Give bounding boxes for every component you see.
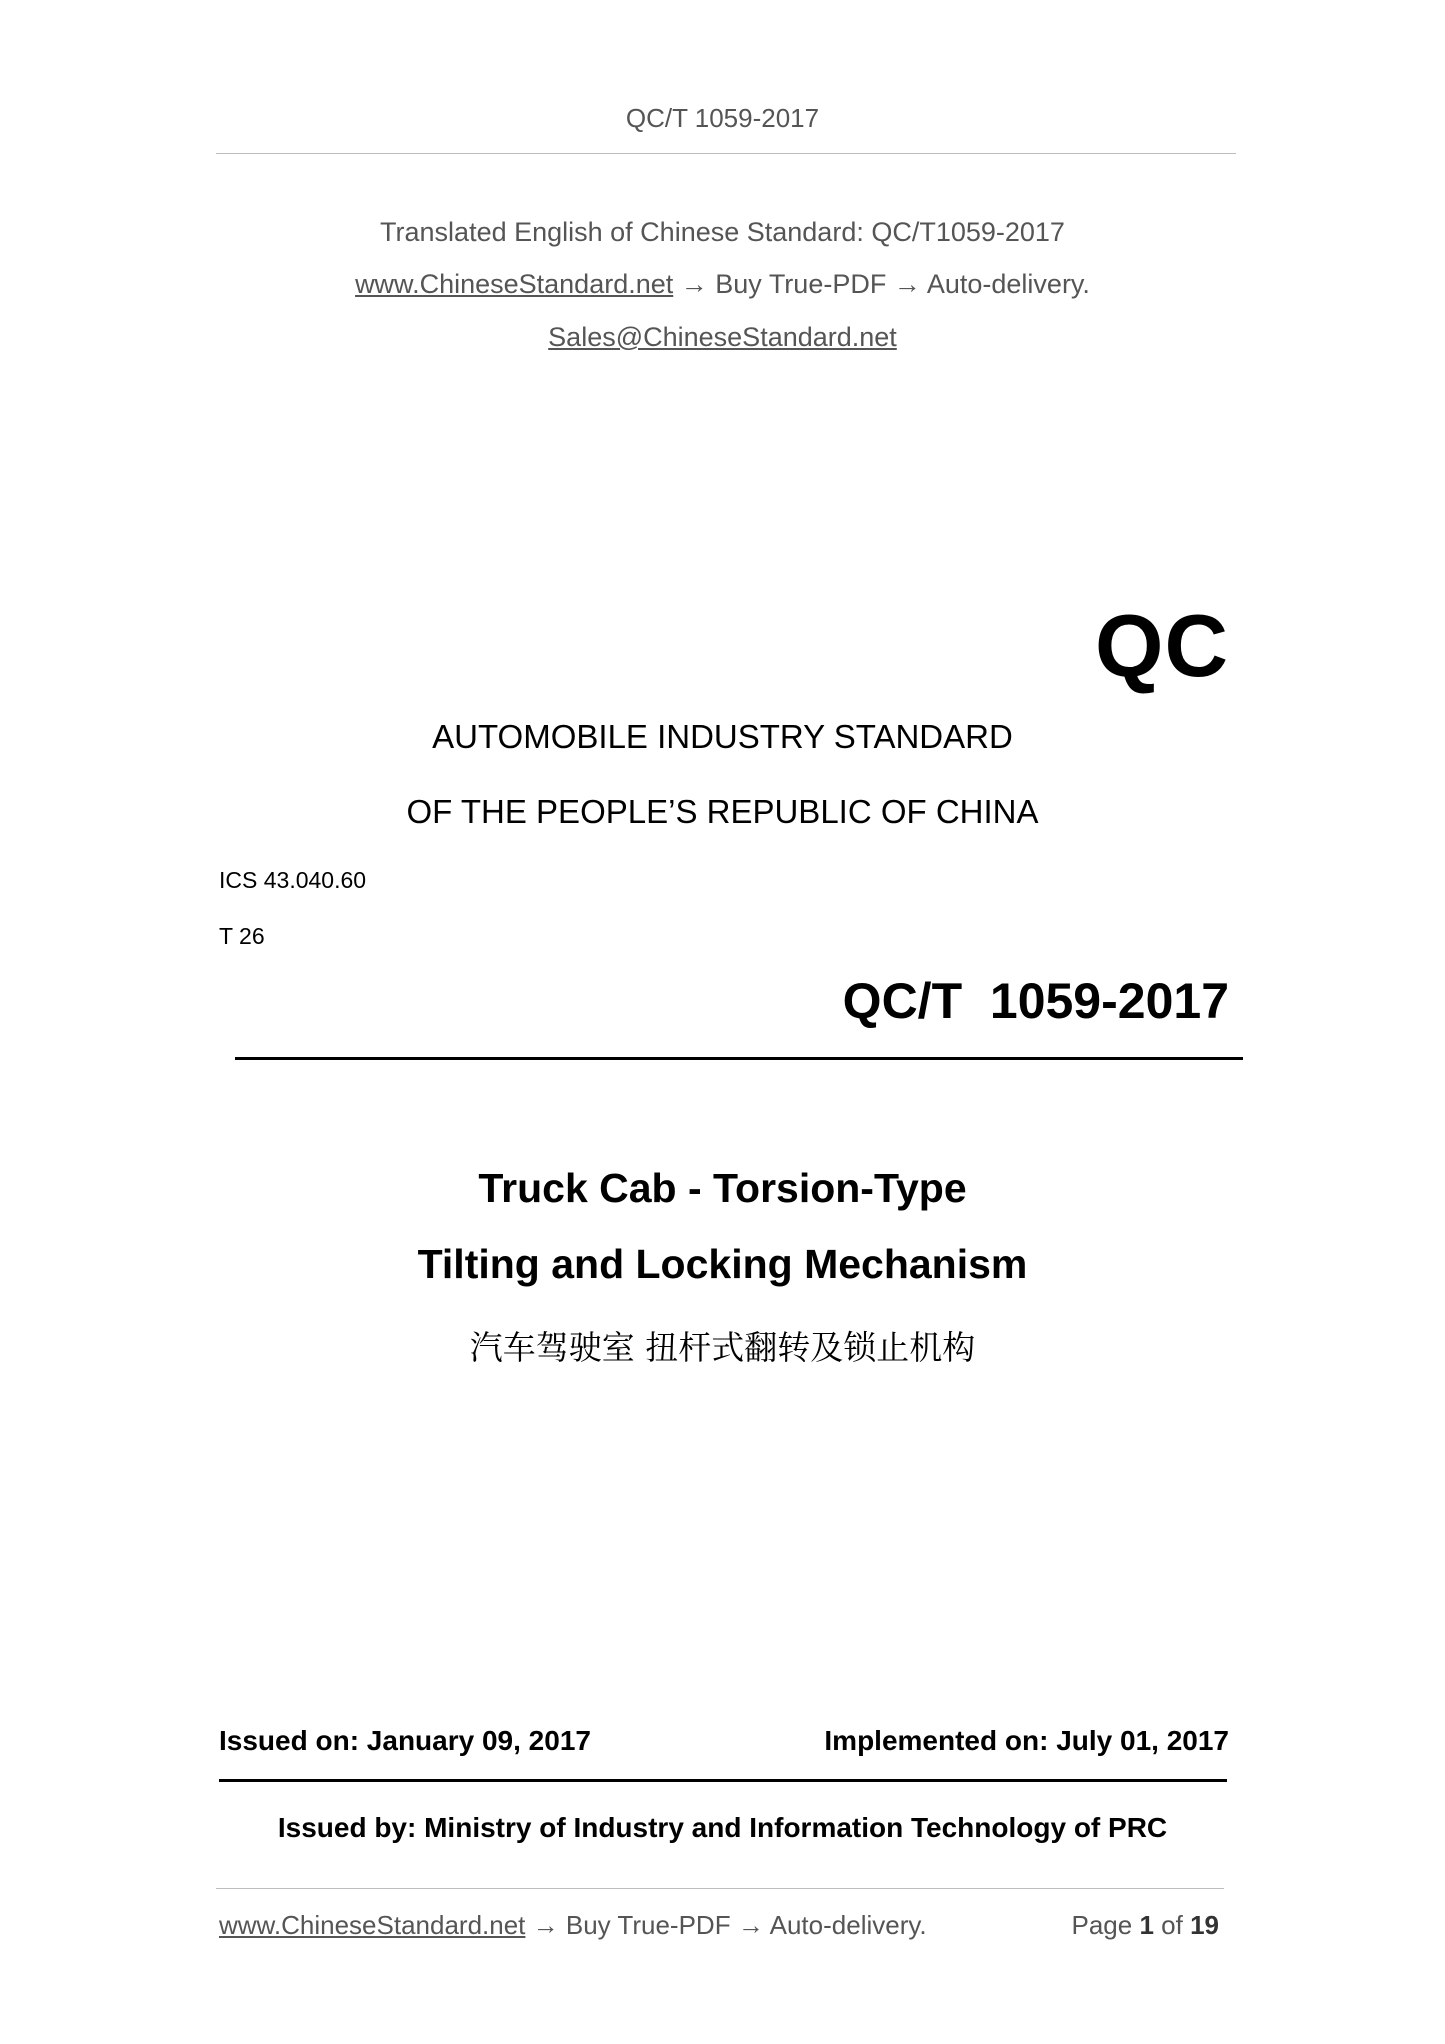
running-header: QC/T 1059-2017 [625, 103, 820, 133]
arrow-right-icon: → [532, 1910, 559, 1940]
number-divider [235, 1057, 1243, 1060]
footer-promo [219, 1910, 927, 1941]
chinese-title: 汽车驾驶室 扭杆式翻转及锁止机构 [469, 1328, 976, 1367]
translated-notice: Translated English of Chinese Standard: QC/T1059-2017 [380, 217, 1065, 247]
page-of-label: of [1161, 1910, 1183, 1940]
ccs-code: T 26 [219, 923, 265, 949]
standard-type-line-1: AUTOMOBILE INDUSTRY STANDARD [432, 718, 1013, 755]
auto-delivery-text: Auto-delivery. [926, 269, 1090, 299]
issued-on-date: Issued on: January 09, 2017 [219, 1725, 591, 1756]
dates-divider [219, 1779, 1227, 1782]
arrow-right-icon: → [893, 269, 921, 299]
sales-email-link[interactable]: Sales@ChineseStandard.net [548, 322, 897, 352]
standard-number: QC/T 1059-2017 [842, 973, 1229, 1029]
email-line [0, 322, 1445, 353]
buy-true-pdf-text: Buy True-PDF [715, 269, 887, 299]
arrow-right-icon: → [680, 269, 708, 299]
page-indicator [1071, 1910, 1219, 1941]
promo-buy-line [0, 269, 1445, 300]
footer-site-link[interactable]: www.ChineseStandard.net [219, 1910, 526, 1940]
implemented-on-date: Implemented on: July 01, 2017 [824, 1725, 1229, 1756]
english-title-line-1: Truck Cab - Torsion-Type [478, 1165, 967, 1211]
footer-divider [216, 1888, 1224, 1889]
arrow-right-icon: → [737, 1910, 764, 1940]
english-title-line-2: Tilting and Locking Mechanism [417, 1241, 1028, 1287]
site-link[interactable]: www.ChineseStandard.net [355, 269, 674, 299]
ics-code: ICS 43.040.60 [219, 867, 367, 893]
page-label: Page [1071, 1910, 1133, 1940]
qc-logo: QC [1095, 596, 1229, 695]
header-divider [216, 153, 1236, 154]
page-current: 1 [1139, 1910, 1154, 1940]
standard-type-line-2: OF THE PEOPLE’S REPUBLIC OF CHINA [406, 793, 1039, 830]
issuing-authority: Issued by: Ministry of Industry and Information Technology of PRC [277, 1812, 1168, 1843]
page-total: 19 [1190, 1910, 1219, 1940]
footer-delivery-text: Auto-delivery. [769, 1910, 927, 1940]
footer-buy-text: Buy True-PDF [565, 1910, 731, 1940]
